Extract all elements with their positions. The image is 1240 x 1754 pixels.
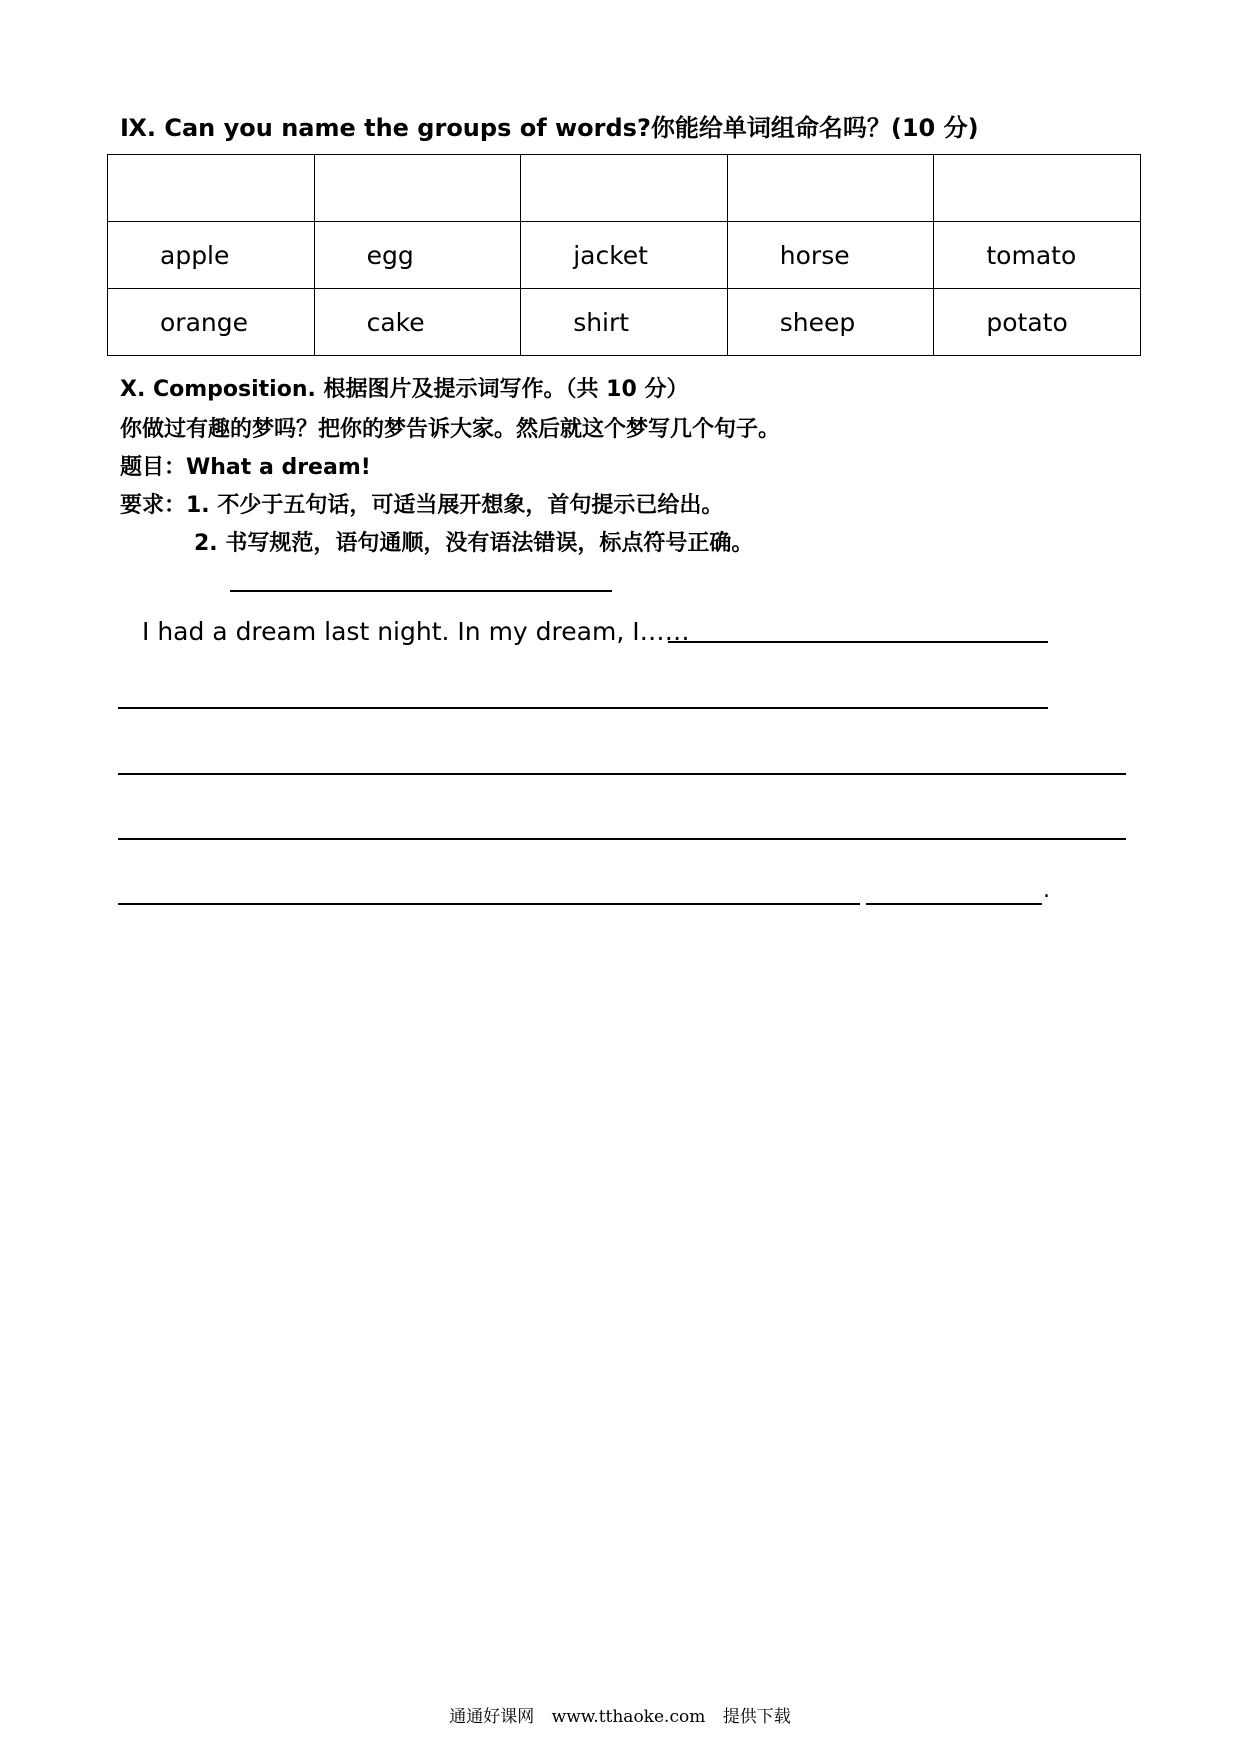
- word-cell: apple: [108, 222, 315, 289]
- word-cell: cake: [314, 289, 521, 356]
- word-cell: tomato: [934, 222, 1141, 289]
- word-cell: potato: [934, 289, 1141, 356]
- writing-line[interactable]: [118, 773, 1126, 775]
- requirement-1: 要求：1. 不少于五句话，可适当展开想象，首句提示已给出。: [120, 493, 724, 518]
- table-row: [108, 289, 1141, 356]
- composition-topic: 题目：What a dream!: [120, 455, 371, 480]
- word-cell: shirt: [521, 289, 728, 356]
- footer-note: 提供下载: [722, 1707, 791, 1727]
- writing-line[interactable]: [118, 903, 860, 905]
- section9-title: Ⅸ. Can you name the groups of words?你能给单词组命名吗？(10 分): [120, 114, 979, 142]
- section10-title: Ⅹ. Composition. 根据图片及提示词写作。（共 10 分）: [120, 377, 689, 402]
- group-name-cell[interactable]: [727, 155, 934, 222]
- title-blank-line[interactable]: [230, 590, 612, 592]
- word-cell: sheep: [727, 289, 934, 356]
- writing-line[interactable]: [118, 838, 1126, 840]
- end-period: .: [1043, 878, 1050, 903]
- writing-line[interactable]: [668, 641, 1048, 643]
- writing-line[interactable]: [118, 707, 1048, 709]
- group-name-cell[interactable]: [521, 155, 728, 222]
- group-name-cell[interactable]: [934, 155, 1141, 222]
- footer-url[interactable]: www.tthaoke.com: [551, 1707, 706, 1727]
- table-row: [108, 222, 1141, 289]
- page-footer: [0, 1702, 1240, 1727]
- word-cell: jacket: [521, 222, 728, 289]
- requirement-2: 2. 书写规范，语句通顺，没有语法错误，标点符号正确。: [194, 531, 754, 556]
- composition-intro: 你做过有趣的梦吗？把你的梦告诉大家。然后就这个梦写几个句子。: [120, 417, 781, 442]
- footer-site-name: 通通好课网: [449, 1707, 535, 1727]
- composition-starter: I had a dream last night. In my dream, I……: [142, 617, 690, 646]
- word-cell: horse: [727, 222, 934, 289]
- table-row-group-names: [108, 155, 1141, 222]
- word-cell: orange: [108, 289, 315, 356]
- word-groups-table: [107, 154, 1141, 356]
- word-cell: egg: [314, 222, 521, 289]
- writing-line[interactable]: [866, 903, 1042, 905]
- group-name-cell[interactable]: [108, 155, 315, 222]
- group-name-cell[interactable]: [314, 155, 521, 222]
